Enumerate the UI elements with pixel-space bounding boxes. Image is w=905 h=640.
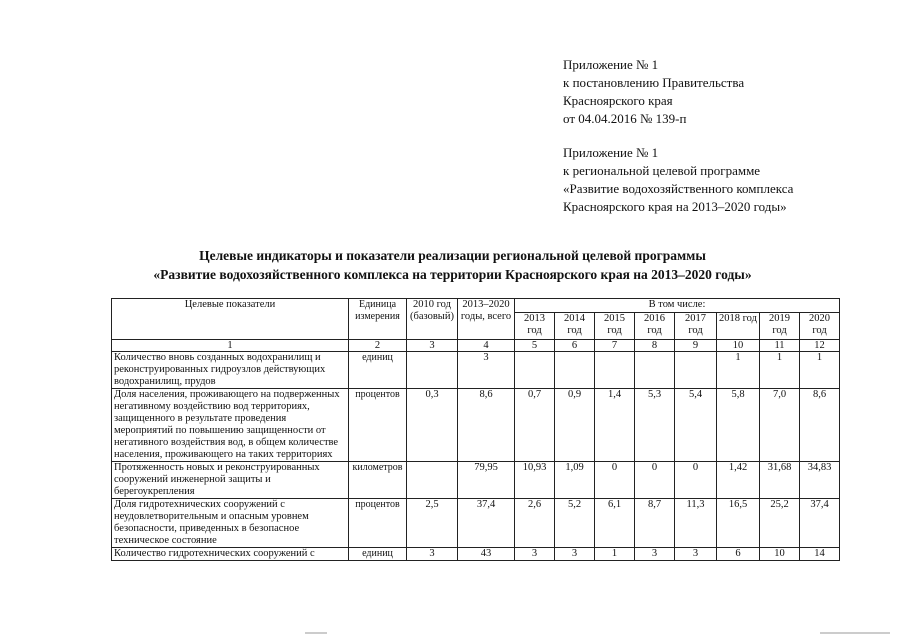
scan-artifact: [820, 632, 890, 634]
indicator-value: 5,4: [675, 389, 717, 462]
header-unit: Единица измерения: [349, 299, 407, 340]
indicator-name: Доля населения, проживающего на подверженных негативному воздействию вод территориях, защищенного в результате проведения мероприятий по повышению защищенности от негативного воздействия вод, в общем количестве населения, проживающего на таких территориях: [112, 389, 349, 462]
indicator-value: 5,8: [717, 389, 760, 462]
indicator-value: 0,7: [515, 389, 555, 462]
indicator-value: 10,93: [515, 462, 555, 499]
column-number: 6: [555, 340, 595, 352]
indicator-unit: километров: [349, 462, 407, 499]
column-number: 5: [515, 340, 555, 352]
appendix-line: Приложение № 1: [563, 57, 659, 72]
header-year: 2020 год: [800, 313, 840, 340]
appendix-note-program: [563, 144, 793, 216]
indicator-value: 1: [800, 352, 840, 389]
indicator-value: 3: [675, 548, 717, 561]
indicator-value: 2,6: [515, 499, 555, 548]
indicator-value: [555, 352, 595, 389]
indicator-value: 3: [555, 548, 595, 561]
column-number: 3: [407, 340, 458, 352]
appendix-note-resolution: [563, 56, 744, 128]
column-number: 7: [595, 340, 635, 352]
indicator-value: 8,7: [635, 499, 675, 548]
indicator-base: 2,5: [407, 499, 458, 548]
header-indicators: Целевые показатели: [112, 299, 349, 340]
header-total: 2013–2020 годы, всего: [458, 299, 515, 340]
indicator-value: 6: [717, 548, 760, 561]
indicator-value: 11,3: [675, 499, 717, 548]
header-including: В том числе:: [515, 299, 840, 313]
indicator-value: [635, 352, 675, 389]
indicator-base: 0,3: [407, 389, 458, 462]
title-line-2: «Развитие водохозяйственного комплекса на территории Красноярского края на 2013–2020 годы»: [153, 267, 752, 282]
indicator-name: Доля гидротехнических сооружений с неудовлетворительным и опасным уровнем безопасности, приведенных в безопасное техническое состояние: [112, 499, 349, 548]
indicator-total: 37,4: [458, 499, 515, 548]
indicators-table: [111, 298, 840, 561]
indicator-unit: процентов: [349, 389, 407, 462]
indicator-value: 16,5: [717, 499, 760, 548]
column-number: 10: [717, 340, 760, 352]
table-row: [112, 548, 840, 561]
indicator-name: Количество вновь созданных водохранилищ и реконструированных гидроузлов действующих водохранилищ, прудов: [112, 352, 349, 389]
indicator-value: 1,09: [555, 462, 595, 499]
indicator-value: 25,2: [760, 499, 800, 548]
indicator-value: 0: [675, 462, 717, 499]
column-number: 4: [458, 340, 515, 352]
column-number: 9: [675, 340, 717, 352]
indicator-value: 8,6: [800, 389, 840, 462]
indicator-value: 0: [635, 462, 675, 499]
indicator-total: 79,95: [458, 462, 515, 499]
indicator-value: 5,2: [555, 499, 595, 548]
appendix-line: к региональной целевой программе: [563, 163, 761, 178]
indicator-unit: единиц: [349, 352, 407, 389]
header-year: 2015 год: [595, 313, 635, 340]
indicator-name: Количество гидротехнических сооружений с: [112, 548, 349, 561]
title-line-1: Целевые индикаторы и показатели реализации региональной целевой программы: [199, 248, 706, 263]
column-number: 12: [800, 340, 840, 352]
table-row: [112, 499, 840, 548]
indicator-value: 1: [595, 548, 635, 561]
appendix-line: от 04.04.2016 № 139-п: [563, 111, 687, 126]
indicator-value: 31,68: [760, 462, 800, 499]
appendix-line: Красноярского края на 2013–2020 годы»: [563, 199, 787, 214]
indicator-total: 3: [458, 352, 515, 389]
indicator-value: 37,4: [800, 499, 840, 548]
indicator-value: 1,4: [595, 389, 635, 462]
indicator-value: 6,1: [595, 499, 635, 548]
column-number: 11: [760, 340, 800, 352]
appendix-line: «Развитие водохозяйственного комплекса: [563, 181, 794, 196]
scan-artifact: [305, 632, 327, 634]
appendix-line: Красноярского края: [563, 93, 673, 108]
indicator-value: 0: [595, 462, 635, 499]
header-year: 2013 год: [515, 313, 555, 340]
appendix-line: к постановлению Правительства: [563, 75, 745, 90]
header-year: 2016 год: [635, 313, 675, 340]
indicator-value: 0,9: [555, 389, 595, 462]
indicator-value: [675, 352, 717, 389]
indicator-value: 14: [800, 548, 840, 561]
column-number: 8: [635, 340, 675, 352]
indicator-total: 43: [458, 548, 515, 561]
indicator-value: [515, 352, 555, 389]
indicator-base: [407, 352, 458, 389]
header-year: 2017 год: [675, 313, 717, 340]
indicator-value: 5,3: [635, 389, 675, 462]
indicator-value: 7,0: [760, 389, 800, 462]
column-number: 2: [349, 340, 407, 352]
table-row: [112, 462, 840, 499]
table-row: [112, 389, 840, 462]
indicator-value: 1,42: [717, 462, 760, 499]
header-year: 2019 год: [760, 313, 800, 340]
indicator-base: [407, 462, 458, 499]
indicator-value: 34,83: [800, 462, 840, 499]
appendix-line: Приложение № 1: [563, 145, 659, 160]
indicator-value: 3: [635, 548, 675, 561]
indicator-value: [595, 352, 635, 389]
indicator-unit: процентов: [349, 499, 407, 548]
indicator-value: 1: [760, 352, 800, 389]
indicator-value: 1: [717, 352, 760, 389]
indicator-total: 8,6: [458, 389, 515, 462]
header-year: 2018 год: [717, 313, 760, 340]
indicator-value: 3: [515, 548, 555, 561]
header-base-year: 2010 год (базовый): [407, 299, 458, 340]
column-number: 1: [112, 340, 349, 352]
indicator-unit: единиц: [349, 548, 407, 561]
header-year: 2014 год: [555, 313, 595, 340]
indicator-name: Протяженность новых и реконструированных сооружений инженерной защиты и берегоукрепления: [112, 462, 349, 499]
table-row: [112, 352, 840, 389]
indicator-value: 10: [760, 548, 800, 561]
document-title: [0, 246, 905, 284]
indicator-base: 3: [407, 548, 458, 561]
